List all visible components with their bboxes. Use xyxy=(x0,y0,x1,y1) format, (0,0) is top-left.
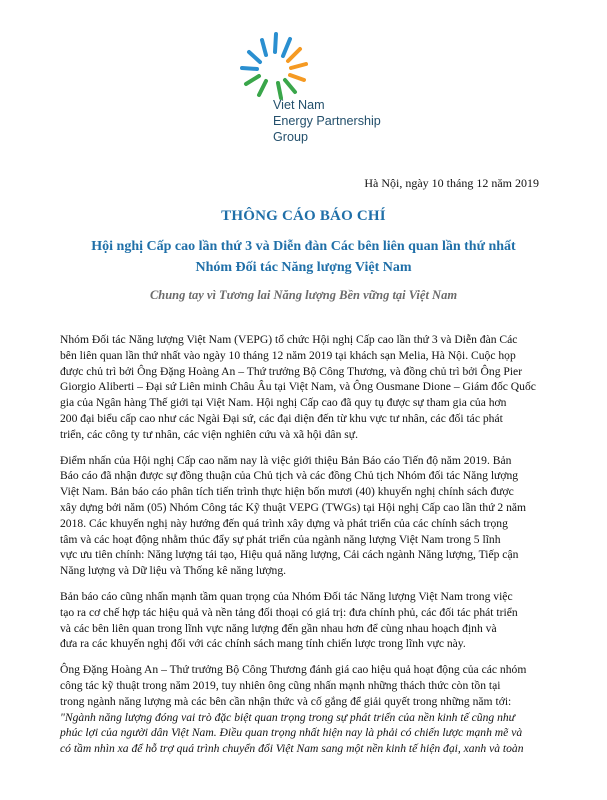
text-line: tạo ra cơ chế hợp tác hiệu quả và nền tảng đối thoại có giá trị: đưa chính phủ, các đối tác phát triển xyxy=(60,605,518,619)
text-line: trong ngành năng lượng mà các bên cần nhận thức và cố gắng để giải quyết trong những năm tới: xyxy=(60,694,512,708)
body-text xyxy=(60,332,550,767)
vepg-logo xyxy=(234,22,424,162)
text-line: triển, các công ty tư nhân, các viện nghiên cứu và xã hội dân sự. xyxy=(60,427,358,441)
text-line: 200 đại biểu cấp cao như các Ngài Đại sứ, các đại diện đến từ khu vực tư nhân, các đối tác phát xyxy=(60,411,503,425)
text-line: xây dựng bởi năm (05) Nhóm Công tác Kỹ thuật VEPG (TWGs) tại Hội nghị Cấp cao lần thứ 2 năm xyxy=(60,500,527,514)
text-line: Nhóm Đối tác Năng lượng Việt Nam (VEPG) tổ chức Hội nghị Cấp cao lần thứ 3 và Diễn đàn Các xyxy=(60,333,518,346)
text-line: công tác kỹ thuật trong năm 2019, tuy nhiên ông cũng nhấn mạnh những thách thức còn tồn tại xyxy=(60,678,501,692)
text-line: bên liên quan lần thứ nhất vào ngày 10 tháng 12 năm 2019 tại khách sạn Melia, Hà Nội. Cuộc họp xyxy=(60,348,516,362)
text-line: được chủ trì bởi Ông Đặng Hoàng An – Thứ trưởng Bộ Công Thương, và đồng chủ trì bởi Ông Pier xyxy=(60,364,523,378)
text-line: gia của Ngân hàng Thế giới tại Việt Nam. Hội nghị Cấp cao đã quy tụ được sự tham gia của hơn xyxy=(60,396,507,410)
text-line: Việt Nam. Bản báo cáo phân tích tiến trình thực hiện bốn mươi (40) khuyến nghị chính sách được xyxy=(60,485,514,499)
text-line: đưa ra các khuyến nghị đối với các chính sách mang tính chiến lược trong lĩnh vực này. xyxy=(60,637,466,651)
text-line: Báo cáo đã nhận được sự đồng thuận của Chủ tịch và các đồng Chủ tịch Nhóm đối tác Năng lượng xyxy=(60,469,519,483)
document-title: THÔNG CÁO BÁO CHÍ xyxy=(221,208,386,224)
text-line: vực ưu tiên chính: Năng lượng tái tạo, Hiệu quả năng lượng, Cải cách ngành Năng lượng, Tiếp cận xyxy=(60,548,519,562)
quote-line: "Ngành năng lượng đóng vai trò đặc biệt quan trọng trong sự phát triển của nền kinh tế cũng như xyxy=(60,710,515,724)
org-name xyxy=(273,97,381,145)
paragraph-3 xyxy=(60,589,550,652)
text-line: Năng lượng và Dữ liệu và Thống kê năng lượng. xyxy=(60,564,287,578)
quote-line: có tầm nhìn xa để hỗ trợ quá trình chuyển đổi Việt Nam sang một nền kinh tế hiện đại, xanh và toàn xyxy=(60,742,524,756)
paragraph-1 xyxy=(60,332,550,443)
paragraph-2 xyxy=(60,453,550,579)
org-name-line: Viet Nam xyxy=(273,98,325,112)
subtitle-line: Nhóm Đối tác Năng lượng Việt Nam xyxy=(195,260,412,275)
date-line: Hà Nội, ngày 10 tháng 12 năm 2019 xyxy=(364,176,539,190)
org-name-line: Energy Partnership xyxy=(273,114,381,128)
text-line: Điểm nhấn của Hội nghị Cấp cao năm nay là việc giới thiệu Bản Báo cáo Tiến độ năm 2019. Bản xyxy=(60,453,512,467)
tagline: Chung tay vì Tương lai Năng lượng Bền vững tại Việt Nam xyxy=(149,288,458,302)
document-subtitle xyxy=(0,236,607,278)
text-line: tâm và các hoạt động nhằm thúc đẩy sự phát triển của ngành năng lượng Việt Nam trong 5 lĩnh xyxy=(60,532,501,546)
text-line: 2018. Các khuyến nghị này hướng đến quá trình xây dựng và phát triển của các chính sách trọng xyxy=(60,516,508,530)
text-line: Ông Đặng Hoàng An – Thứ trưởng Bộ Công Thương đánh giá cao hiệu quả hoạt động của các nhóm xyxy=(60,663,527,677)
paragraph-4 xyxy=(60,662,550,757)
text-line: và các bên liên quan trong lĩnh vực năng lượng đến gần nhau hơn để cùng nhau hoạch định và xyxy=(60,621,497,635)
text-line: Giorgio Aliberti – Đại sứ Liên minh Châu Âu tại Việt Nam, và Ông Ousmane Dione – Giám đốc Quốc xyxy=(60,380,536,394)
org-name-line: Group xyxy=(273,130,309,144)
text-line: Bản báo cáo cũng nhấn mạnh tầm quan trọng của Nhóm Đối tác Năng lượng Việt Nam trong việc xyxy=(60,589,513,603)
subtitle-line: Hội nghị Cấp cao lần thứ 3 và Diễn đàn Các bên liên quan lần thứ nhất xyxy=(91,239,516,254)
quote-line: phúc lợi của người dân Việt Nam. Điều quan trọng nhất hiện nay là phải có chiến lược mạnh mẽ và xyxy=(60,726,523,740)
